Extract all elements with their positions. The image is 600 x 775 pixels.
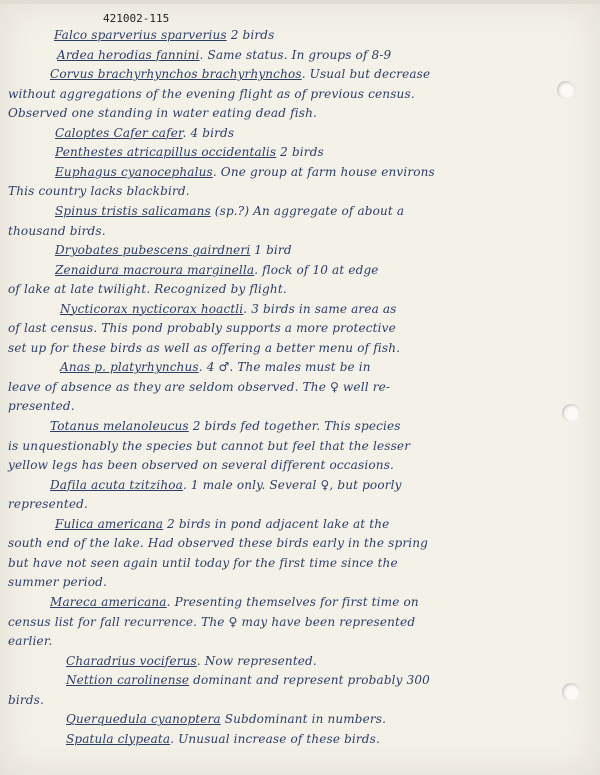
note-line xyxy=(0,693,600,707)
note-text: . Usual but decrease xyxy=(301,67,431,82)
note-line xyxy=(0,517,600,531)
note-line xyxy=(0,302,600,316)
note-line xyxy=(0,184,600,198)
note-line xyxy=(0,87,600,101)
note-text: Subdominant in numbers. xyxy=(220,712,387,727)
note-line xyxy=(0,497,600,511)
document-id: 421002-115 xyxy=(103,12,170,25)
note-line xyxy=(0,399,600,413)
species-name: Fulica americana xyxy=(55,516,164,531)
note-text: . 1 male only. Several ♀, but poorly xyxy=(182,477,402,492)
note-line xyxy=(0,263,600,277)
note-line xyxy=(0,224,600,238)
note-text: (sp.?) An aggregate of about a xyxy=(210,203,405,218)
species-name: Spatula clypeata xyxy=(66,731,171,746)
note-text: presented. xyxy=(8,399,75,414)
note-text: birds. xyxy=(8,692,44,707)
note-line xyxy=(0,732,600,746)
note-text: but have not seen again until today for the first time since the xyxy=(8,555,398,570)
species-name: Corvus brachyrhynchos brachyrhynchos xyxy=(50,67,302,82)
note-line xyxy=(0,28,600,42)
note-line xyxy=(0,556,600,570)
note-line xyxy=(0,478,600,492)
note-line xyxy=(0,67,600,81)
note-text: of last census. This pond probably supports a more protective xyxy=(8,321,396,336)
note-text: 2 birds xyxy=(226,28,275,42)
note-text: summer period. xyxy=(8,575,107,590)
note-line xyxy=(0,126,600,140)
note-text: . 4 ♂. The males must be in xyxy=(198,360,371,375)
note-line xyxy=(0,106,600,120)
note-line xyxy=(0,575,600,589)
note-line xyxy=(0,536,600,550)
note-line xyxy=(0,458,600,472)
note-text: . Presenting themselves for first time on xyxy=(166,594,419,609)
note-line xyxy=(0,673,600,687)
species-name: Dryobates pubescens gairdneri xyxy=(55,243,251,258)
note-text: 2 birds in pond adjacent lake at the xyxy=(163,516,390,531)
species-name: Falco sparverius sparverius xyxy=(54,28,227,42)
note-text: . Now represented. xyxy=(196,653,317,668)
species-name: Penthestes atricapillus occidentalis xyxy=(55,145,277,160)
species-name: Zenaidura macroura marginella xyxy=(55,262,255,277)
page-top-edge xyxy=(0,0,600,4)
note-line xyxy=(0,712,600,726)
note-text: represented. xyxy=(8,497,88,512)
species-name: Nycticorax nycticorax hoactli xyxy=(60,301,244,316)
species-name: Euphagus cyanocephalus xyxy=(55,164,213,179)
note-text: leave of absence as they are seldom observed. The ♀ well re- xyxy=(8,379,391,394)
note-line xyxy=(0,145,600,159)
note-text: set up for these birds as well as offering a better menu of fish. xyxy=(8,340,401,355)
note-line xyxy=(0,615,600,629)
note-text: yellow legs has been observed on several different occasions. xyxy=(8,458,395,473)
species-name: Spinus tristis salicamans xyxy=(55,203,211,218)
note-line xyxy=(0,419,600,433)
note-line xyxy=(0,321,600,335)
note-text: south end of the lake. Had observed these birds early in the spring xyxy=(8,536,429,551)
species-name: Anas p. platyrhynchus xyxy=(60,360,199,375)
note-line xyxy=(0,595,600,609)
note-text: earlier. xyxy=(8,634,53,649)
species-name: Mareca americana xyxy=(50,594,167,609)
note-text: 1 bird xyxy=(250,243,292,258)
note-line xyxy=(0,243,600,257)
note-line xyxy=(0,282,600,296)
note-text: without aggregations of the evening flight as of previous census. xyxy=(8,86,415,101)
species-name: Ardea herodias fannini xyxy=(57,47,200,62)
species-name: Dafila acuta tzitzihoa xyxy=(50,477,183,492)
note-line xyxy=(0,634,600,648)
note-text: Observed one standing in water eating dead fish. xyxy=(8,106,317,121)
note-line xyxy=(0,165,600,179)
note-text: . 3 birds in same area as xyxy=(243,301,397,316)
note-text: . One group at farm house environs xyxy=(212,164,435,179)
note-text: This country lacks blackbird. xyxy=(8,184,190,199)
note-text: . 4 birds xyxy=(182,125,235,140)
species-name: Totanus melanoleucus xyxy=(50,419,189,433)
note-text: . Same status. In groups of 8-9 xyxy=(199,47,392,62)
species-name: Charadrius vociferus xyxy=(66,653,197,668)
note-line xyxy=(0,654,600,668)
note-line xyxy=(0,380,600,394)
note-text: census list for fall recurrence. The ♀ may have been represented xyxy=(8,614,416,629)
note-text: dominant and represent probably 300 xyxy=(189,673,430,688)
note-line xyxy=(0,439,600,453)
note-text: . Unusual increase of these birds. xyxy=(170,731,380,746)
note-text: is unquestionably the species but cannot but feel that the lesser xyxy=(8,438,411,453)
note-line xyxy=(0,360,600,374)
species-name: Caloptes Cafer cafer xyxy=(55,125,183,140)
note-line xyxy=(0,48,600,62)
species-name: Nettion carolinense xyxy=(66,673,190,688)
note-line xyxy=(0,204,600,218)
note-text: 2 birds xyxy=(276,145,324,160)
species-name: Querquedula cyanoptera xyxy=(66,712,221,727)
note-text: of lake at late twilight. Recognized by flight. xyxy=(8,282,287,297)
note-text: 2 birds fed together. This species xyxy=(188,419,401,433)
note-text: . flock of 10 at edge xyxy=(254,262,379,277)
note-line xyxy=(0,341,600,355)
note-text: thousand birds. xyxy=(8,223,106,238)
